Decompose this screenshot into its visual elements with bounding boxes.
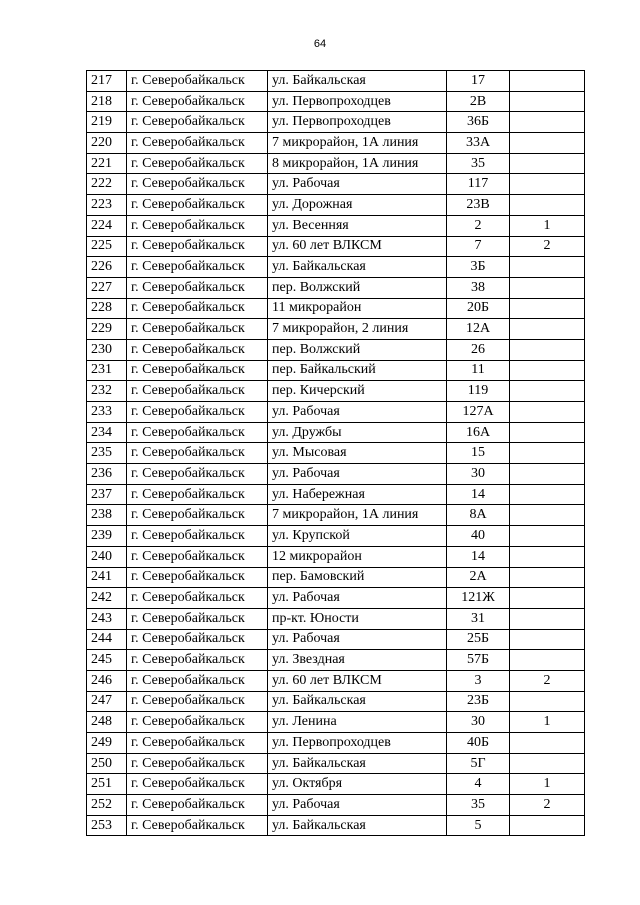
row-city: г. Северобайкальск [127, 319, 268, 340]
row-house-number: 117 [447, 174, 510, 195]
table-row [87, 133, 585, 154]
row-extra-value: 2 [510, 795, 585, 816]
row-city: г. Северобайкальск [127, 71, 268, 92]
row-city: г. Северобайкальск [127, 112, 268, 133]
row-street: ул. Байкальская [268, 753, 447, 774]
table-row [87, 629, 585, 650]
row-street: ул. 60 лет ВЛКСМ [268, 670, 447, 691]
row-street: 11 микрорайон [268, 298, 447, 319]
row-house-number: 7 [447, 236, 510, 257]
row-street: пр-кт. Юности [268, 608, 447, 629]
row-extra-value: 1 [510, 712, 585, 733]
row-extra-value [510, 753, 585, 774]
row-number: 218 [87, 91, 127, 112]
row-city: г. Северобайкальск [127, 774, 268, 795]
row-city: г. Северобайкальск [127, 133, 268, 154]
row-house-number: 17 [447, 71, 510, 92]
table-row [87, 381, 585, 402]
row-city: г. Северобайкальск [127, 402, 268, 423]
row-extra-value [510, 339, 585, 360]
row-city: г. Северобайкальск [127, 670, 268, 691]
row-extra-value [510, 402, 585, 423]
row-house-number: 16А [447, 422, 510, 443]
row-number: 236 [87, 464, 127, 485]
table-row [87, 422, 585, 443]
row-street: ул. Ленина [268, 712, 447, 733]
table-row [87, 257, 585, 278]
table-row [87, 795, 585, 816]
row-house-number: 12А [447, 319, 510, 340]
row-house-number: 33А [447, 133, 510, 154]
row-street: ул. Байкальская [268, 257, 447, 278]
row-city: г. Северобайкальск [127, 422, 268, 443]
table-row [87, 588, 585, 609]
row-street: ул. Первопроходцев [268, 91, 447, 112]
table-row [87, 402, 585, 423]
row-number: 240 [87, 546, 127, 567]
row-house-number: 30 [447, 712, 510, 733]
row-city: г. Северобайкальск [127, 505, 268, 526]
row-street: ул. Рабочая [268, 588, 447, 609]
row-extra-value [510, 112, 585, 133]
row-street: пер. Байкальский [268, 360, 447, 381]
row-city: г. Северобайкальск [127, 629, 268, 650]
row-number: 234 [87, 422, 127, 443]
row-house-number: 38 [447, 277, 510, 298]
table-row [87, 195, 585, 216]
row-number: 246 [87, 670, 127, 691]
row-extra-value [510, 484, 585, 505]
row-number: 251 [87, 774, 127, 795]
row-house-number: 30 [447, 464, 510, 485]
row-extra-value [510, 608, 585, 629]
row-house-number: 31 [447, 608, 510, 629]
row-extra-value [510, 381, 585, 402]
row-city: г. Северобайкальск [127, 526, 268, 547]
table-row [87, 484, 585, 505]
row-extra-value [510, 546, 585, 567]
row-city: г. Северобайкальск [127, 298, 268, 319]
row-house-number: 119 [447, 381, 510, 402]
row-extra-value [510, 629, 585, 650]
row-street: 12 микрорайон [268, 546, 447, 567]
row-city: г. Северобайкальск [127, 608, 268, 629]
row-house-number: 35 [447, 153, 510, 174]
table-row [87, 319, 585, 340]
row-city: г. Северобайкальск [127, 339, 268, 360]
row-extra-value: 2 [510, 670, 585, 691]
row-house-number: 20Б [447, 298, 510, 319]
row-street: ул. 60 лет ВЛКСМ [268, 236, 447, 257]
row-street: ул. Первопроходцев [268, 112, 447, 133]
row-street: пер. Кичерский [268, 381, 447, 402]
row-number: 221 [87, 153, 127, 174]
row-street: 7 микрорайон, 1А линия [268, 133, 447, 154]
row-number: 238 [87, 505, 127, 526]
row-city: г. Северобайкальск [127, 546, 268, 567]
row-number: 243 [87, 608, 127, 629]
row-street: 8 микрорайон, 1А линия [268, 153, 447, 174]
row-street: ул. Набережная [268, 484, 447, 505]
row-street: ул. Байкальская [268, 815, 447, 836]
row-city: г. Северобайкальск [127, 257, 268, 278]
table-row [87, 505, 585, 526]
row-extra-value [510, 195, 585, 216]
row-extra-value [510, 319, 585, 340]
table-row [87, 650, 585, 671]
row-number: 217 [87, 71, 127, 92]
table-row [87, 753, 585, 774]
row-street: ул. Байкальская [268, 71, 447, 92]
table-row [87, 712, 585, 733]
row-number: 223 [87, 195, 127, 216]
row-city: г. Северобайкальск [127, 815, 268, 836]
row-city: г. Северобайкальск [127, 215, 268, 236]
row-street: ул. Мысовая [268, 443, 447, 464]
row-number: 222 [87, 174, 127, 195]
table-row [87, 360, 585, 381]
table-row [87, 153, 585, 174]
row-street: ул. Октября [268, 774, 447, 795]
row-number: 224 [87, 215, 127, 236]
row-number: 227 [87, 277, 127, 298]
row-number: 239 [87, 526, 127, 547]
row-city: г. Северобайкальск [127, 753, 268, 774]
row-extra-value [510, 71, 585, 92]
table-row [87, 236, 585, 257]
row-extra-value [510, 815, 585, 836]
row-extra-value: 2 [510, 236, 585, 257]
address-table-body [87, 71, 585, 836]
row-house-number: 57Б [447, 650, 510, 671]
table-row [87, 71, 585, 92]
row-number: 233 [87, 402, 127, 423]
row-extra-value [510, 422, 585, 443]
row-extra-value [510, 91, 585, 112]
address-table [86, 70, 585, 836]
row-house-number: 121Ж [447, 588, 510, 609]
row-house-number: 14 [447, 546, 510, 567]
row-number: 231 [87, 360, 127, 381]
table-row [87, 91, 585, 112]
row-extra-value [510, 133, 585, 154]
row-house-number: 40 [447, 526, 510, 547]
row-number: 241 [87, 567, 127, 588]
row-street: пер. Бамовский [268, 567, 447, 588]
row-city: г. Северобайкальск [127, 484, 268, 505]
row-number: 248 [87, 712, 127, 733]
row-house-number: 8А [447, 505, 510, 526]
table-row [87, 339, 585, 360]
row-city: г. Северобайкальск [127, 443, 268, 464]
table-row [87, 464, 585, 485]
row-city: г. Северобайкальск [127, 277, 268, 298]
table-row [87, 277, 585, 298]
row-city: г. Северобайкальск [127, 588, 268, 609]
row-number: 245 [87, 650, 127, 671]
row-number: 225 [87, 236, 127, 257]
row-extra-value [510, 650, 585, 671]
row-number: 244 [87, 629, 127, 650]
row-street: пер. Волжский [268, 339, 447, 360]
row-number: 230 [87, 339, 127, 360]
table-row [87, 608, 585, 629]
table-row [87, 774, 585, 795]
row-city: г. Северобайкальск [127, 691, 268, 712]
row-house-number: 127А [447, 402, 510, 423]
row-house-number: 2 [447, 215, 510, 236]
row-number: 219 [87, 112, 127, 133]
row-number: 226 [87, 257, 127, 278]
row-extra-value [510, 567, 585, 588]
row-street: 7 микрорайон, 1А линия [268, 505, 447, 526]
row-extra-value [510, 277, 585, 298]
table-row [87, 815, 585, 836]
row-number: 235 [87, 443, 127, 464]
row-number: 220 [87, 133, 127, 154]
row-house-number: 15 [447, 443, 510, 464]
row-street: ул. Крупской [268, 526, 447, 547]
row-house-number: 4 [447, 774, 510, 795]
row-street: ул. Рабочая [268, 174, 447, 195]
row-extra-value [510, 257, 585, 278]
row-house-number: 5Г [447, 753, 510, 774]
row-house-number: 3 [447, 670, 510, 691]
row-street: ул. Рабочая [268, 402, 447, 423]
table-row [87, 174, 585, 195]
row-house-number: 40Б [447, 733, 510, 754]
row-extra-value [510, 588, 585, 609]
row-number: 232 [87, 381, 127, 402]
row-house-number: 11 [447, 360, 510, 381]
row-house-number: 36Б [447, 112, 510, 133]
table-row [87, 443, 585, 464]
table-row [87, 112, 585, 133]
row-house-number: 35 [447, 795, 510, 816]
row-number: 247 [87, 691, 127, 712]
row-number: 250 [87, 753, 127, 774]
row-city: г. Северобайкальск [127, 91, 268, 112]
row-street: ул. Звездная [268, 650, 447, 671]
row-street: ул. Рабочая [268, 464, 447, 485]
table-row [87, 567, 585, 588]
row-street: ул. Байкальская [268, 691, 447, 712]
row-house-number: 3Б [447, 257, 510, 278]
row-house-number: 26 [447, 339, 510, 360]
row-street: пер. Волжский [268, 277, 447, 298]
row-extra-value [510, 153, 585, 174]
row-number: 237 [87, 484, 127, 505]
row-number: 242 [87, 588, 127, 609]
row-city: г. Северобайкальск [127, 153, 268, 174]
row-city: г. Северобайкальск [127, 567, 268, 588]
row-house-number: 14 [447, 484, 510, 505]
row-street: 7 микрорайон, 2 линия [268, 319, 447, 340]
row-extra-value [510, 174, 585, 195]
row-extra-value: 1 [510, 774, 585, 795]
row-city: г. Северобайкальск [127, 464, 268, 485]
row-house-number: 23В [447, 195, 510, 216]
table-row [87, 691, 585, 712]
row-street: ул. Рабочая [268, 795, 447, 816]
row-extra-value [510, 443, 585, 464]
row-street: ул. Первопроходцев [268, 733, 447, 754]
row-city: г. Северобайкальск [127, 733, 268, 754]
table-row [87, 546, 585, 567]
row-extra-value [510, 733, 585, 754]
table-row [87, 670, 585, 691]
row-street: ул. Рабочая [268, 629, 447, 650]
row-number: 228 [87, 298, 127, 319]
row-extra-value [510, 505, 585, 526]
row-city: г. Северобайкальск [127, 795, 268, 816]
row-city: г. Северобайкальск [127, 360, 268, 381]
row-house-number: 23Б [447, 691, 510, 712]
row-city: г. Северобайкальск [127, 650, 268, 671]
row-city: г. Северобайкальск [127, 195, 268, 216]
table-row [87, 733, 585, 754]
row-extra-value [510, 298, 585, 319]
row-number: 229 [87, 319, 127, 340]
row-extra-value [510, 360, 585, 381]
row-street: ул. Весенняя [268, 215, 447, 236]
row-street: ул. Дружбы [268, 422, 447, 443]
row-city: г. Северобайкальск [127, 381, 268, 402]
row-extra-value [510, 526, 585, 547]
row-street: ул. Дорожная [268, 195, 447, 216]
row-house-number: 5 [447, 815, 510, 836]
row-city: г. Северобайкальск [127, 174, 268, 195]
row-extra-value [510, 464, 585, 485]
row-house-number: 2В [447, 91, 510, 112]
row-extra-value [510, 691, 585, 712]
row-city: г. Северобайкальск [127, 236, 268, 257]
row-house-number: 25Б [447, 629, 510, 650]
row-number: 249 [87, 733, 127, 754]
row-extra-value: 1 [510, 215, 585, 236]
page-number: 64 [313, 38, 327, 50]
row-number: 253 [87, 815, 127, 836]
table-row [87, 526, 585, 547]
row-city: г. Северобайкальск [127, 712, 268, 733]
table-row [87, 298, 585, 319]
table-row [87, 215, 585, 236]
row-house-number: 2А [447, 567, 510, 588]
row-number: 252 [87, 795, 127, 816]
